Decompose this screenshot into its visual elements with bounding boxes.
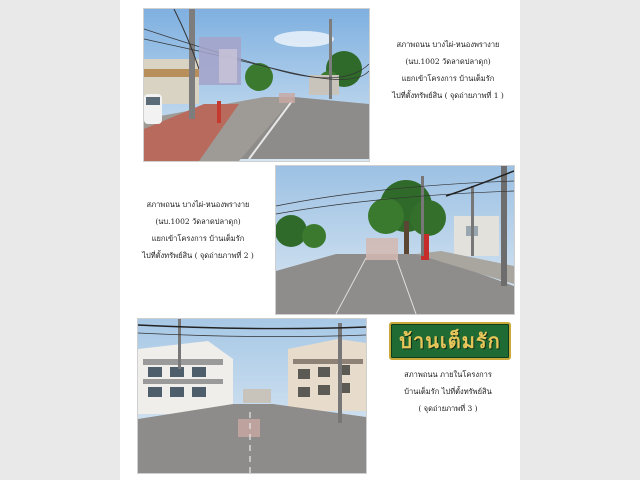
project-sign-text: บ้านเต็มรัก	[399, 329, 501, 353]
street-photo-1	[143, 8, 370, 162]
caption-line: ไปที่ตั้งทรัพย์สิน ( จุดถ่ายภาพที่ 1 )	[392, 91, 504, 100]
caption-line: ไปที่ตั้งทรัพย์สิน ( จุดถ่ายภาพที่ 2 )	[142, 251, 254, 260]
caption-line: แยกเข้าโครงการ บ้านเต็มรัก	[151, 234, 245, 243]
photo-3-caption	[378, 366, 518, 417]
street-photo-3	[137, 318, 367, 474]
caption-line: สภาพถนน ภายในโครงการ	[404, 370, 492, 379]
project-sign	[389, 322, 511, 360]
caption-line: บ้านเต็มรัก ไปที่ตั้งทรัพย์สิน	[404, 387, 492, 396]
caption-line: (นบ.1002 วัดลาดปลาดุก)	[155, 217, 241, 226]
caption-line: (นบ.1002 วัดลาดปลาดุก)	[405, 57, 491, 66]
photo-1-caption	[378, 36, 518, 104]
caption-line: สภาพถนน บางไผ่-หนองพรางาย	[396, 40, 500, 49]
photo-2-caption	[128, 196, 268, 264]
street-photo-2	[275, 165, 515, 315]
caption-line: สภาพถนน บางไผ่-หนองพรางาย	[146, 200, 250, 209]
caption-line: ( จุดถ่ายภาพที่ 3 )	[418, 404, 478, 413]
caption-line: แยกเข้าโครงการ บ้านเต็มรัก	[401, 74, 495, 83]
